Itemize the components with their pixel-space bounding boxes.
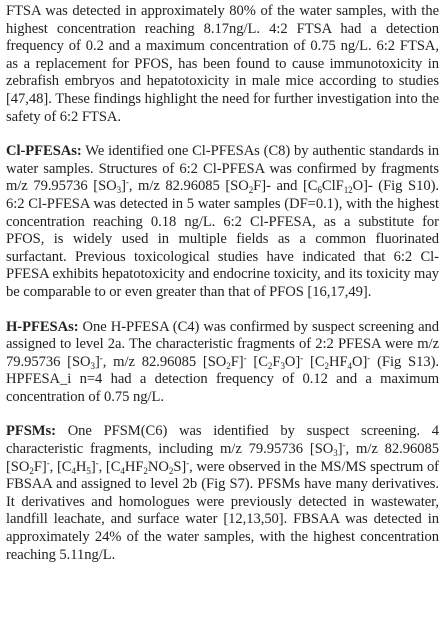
subscript: 2 (168, 465, 174, 476)
text-run: ] (94, 353, 100, 370)
superscript: - (99, 352, 103, 363)
text-run: S] (173, 458, 187, 475)
text-run: , m/z 82.96085 [SO (6, 441, 439, 475)
text-run: ] (121, 178, 126, 195)
superscript: - (95, 457, 99, 468)
text-run: F (272, 353, 281, 370)
text-run: , [C (49, 458, 72, 475)
superscript: - (125, 177, 129, 188)
subscript: 4 (120, 465, 125, 476)
subscript: 5 (86, 465, 91, 476)
subscript: 4 (71, 465, 76, 476)
paragraph-pfsms (6, 423, 439, 564)
superscript: - (46, 457, 50, 468)
text-run: One H-PFESA (C4) was confirmed by suspect screening and assigned to level 2a. The characteristic fragments of 2:2 PFESA were m/z 79.95736 [SO (6, 318, 439, 370)
subscript: 3 (90, 360, 95, 371)
text-run: O] (284, 353, 301, 370)
text-run: O]- (Fig S10). 6:2 Cl-PFESA was detected in 5 water samples (DF=0.1), with the highest concentration reaching 0.18 ng/L. 6:2 Cl-PFESA, as a substitute for PFOS, is widely used in multiple fields as a common fluorinated surfactant. Previous toxicological studies have indicated that 6:2 Cl-PFESA exhibits hepatotoxicity and endocrine toxicity, and its toxicity may be comparable to or even greater than that of PFOS [16,17,49]. (6, 178, 440, 300)
text-run: One PFSM(C6) was identified by suspect screening. 4 characteristic fragments, including m/z 79.95736 [SO (6, 423, 439, 458)
section-heading-h-pfesas: H-PFESAs: (6, 318, 79, 335)
subscript: 2 (267, 360, 273, 371)
subscript: 2 (143, 465, 148, 476)
subscript: 3 (116, 185, 122, 196)
text-run: HF (328, 353, 348, 370)
subscript: 2 (324, 360, 329, 371)
text-run: H (75, 458, 87, 475)
text-run: NO (147, 458, 169, 475)
paragraph-ftsa (6, 3, 439, 126)
subscript: 3 (280, 360, 285, 371)
subscript: 3 (333, 448, 338, 459)
text-run: We identified one Cl-PFESAs (C8) by authentic standards in water samples. Structures of 6:2 Cl-PFESA was confirmed by fragments m/z 79.95736 [SO (6, 143, 439, 195)
text-run: ] (337, 441, 343, 458)
text-run: F] (230, 353, 244, 370)
text-run: ] (90, 458, 96, 475)
section-heading-pfsms: PFSMs: (6, 423, 56, 440)
superscript: - (342, 440, 346, 451)
paragraph-text: FTSA was detected in approximately 80% of the water samples, with the highest concentration reaching 8.17ng/L. 4:2 FTSA had a detection frequency of 0.2 and a maximum concentration of 0.75 ng/L. 6:2 FTSA, as a replacement for PFOS, has been found to cause immunotoxicity in zebrafish embryos and hepatotoxicity in male mice according to studies [47,48]. These findings highlight the need for further investigation into the safety of 6:2 FTSA. (6, 3, 439, 125)
text-run: , were observed in the MS/MS spectrum of FBSAA and assigned to level 2b (Fig S7). PFSMs have many derivatives. It derivatives and homologues were previously detected in wastewater, landfill leachate, and surface water [12,13,50]. FBSAA was detected in approximately 24% of the water samples, with the highest concentration reaching 5.11ng/L. (6, 458, 439, 563)
text-run: , m/z 82.96085 [SO (102, 353, 227, 370)
superscript: - (243, 352, 247, 363)
paragraph-cl-pfesas (6, 143, 439, 301)
subscript: 6 (317, 185, 322, 196)
text-run: O] (351, 353, 368, 370)
subscript: 4 (347, 360, 352, 371)
text-run: [C (303, 353, 325, 370)
superscript: - (367, 352, 371, 363)
superscript: - (186, 457, 190, 468)
text-run: F]- and [C (253, 178, 318, 195)
text-run: ClF (321, 178, 344, 195)
text-run: [C (246, 353, 268, 370)
subscript: 12 (343, 185, 353, 196)
subscript: 2 (248, 185, 254, 196)
text-run: , [C (98, 458, 121, 475)
subscript: 2 (29, 465, 34, 476)
paragraph-h-pfesas (6, 319, 439, 407)
superscript: - (300, 352, 304, 363)
text-run: F] (33, 458, 47, 475)
text-run: , m/z 82.96085 [SO (128, 178, 249, 195)
text-run: (Fig S13). HPFESA_i n=4 had a detection frequency of 0.12 and a maximum concentration of 0.75 ng/L. (6, 353, 440, 405)
text-run: HF (124, 458, 144, 475)
section-heading-cl-pfesas: Cl-PFESAs: (6, 143, 82, 160)
subscript: 2 (226, 360, 231, 371)
